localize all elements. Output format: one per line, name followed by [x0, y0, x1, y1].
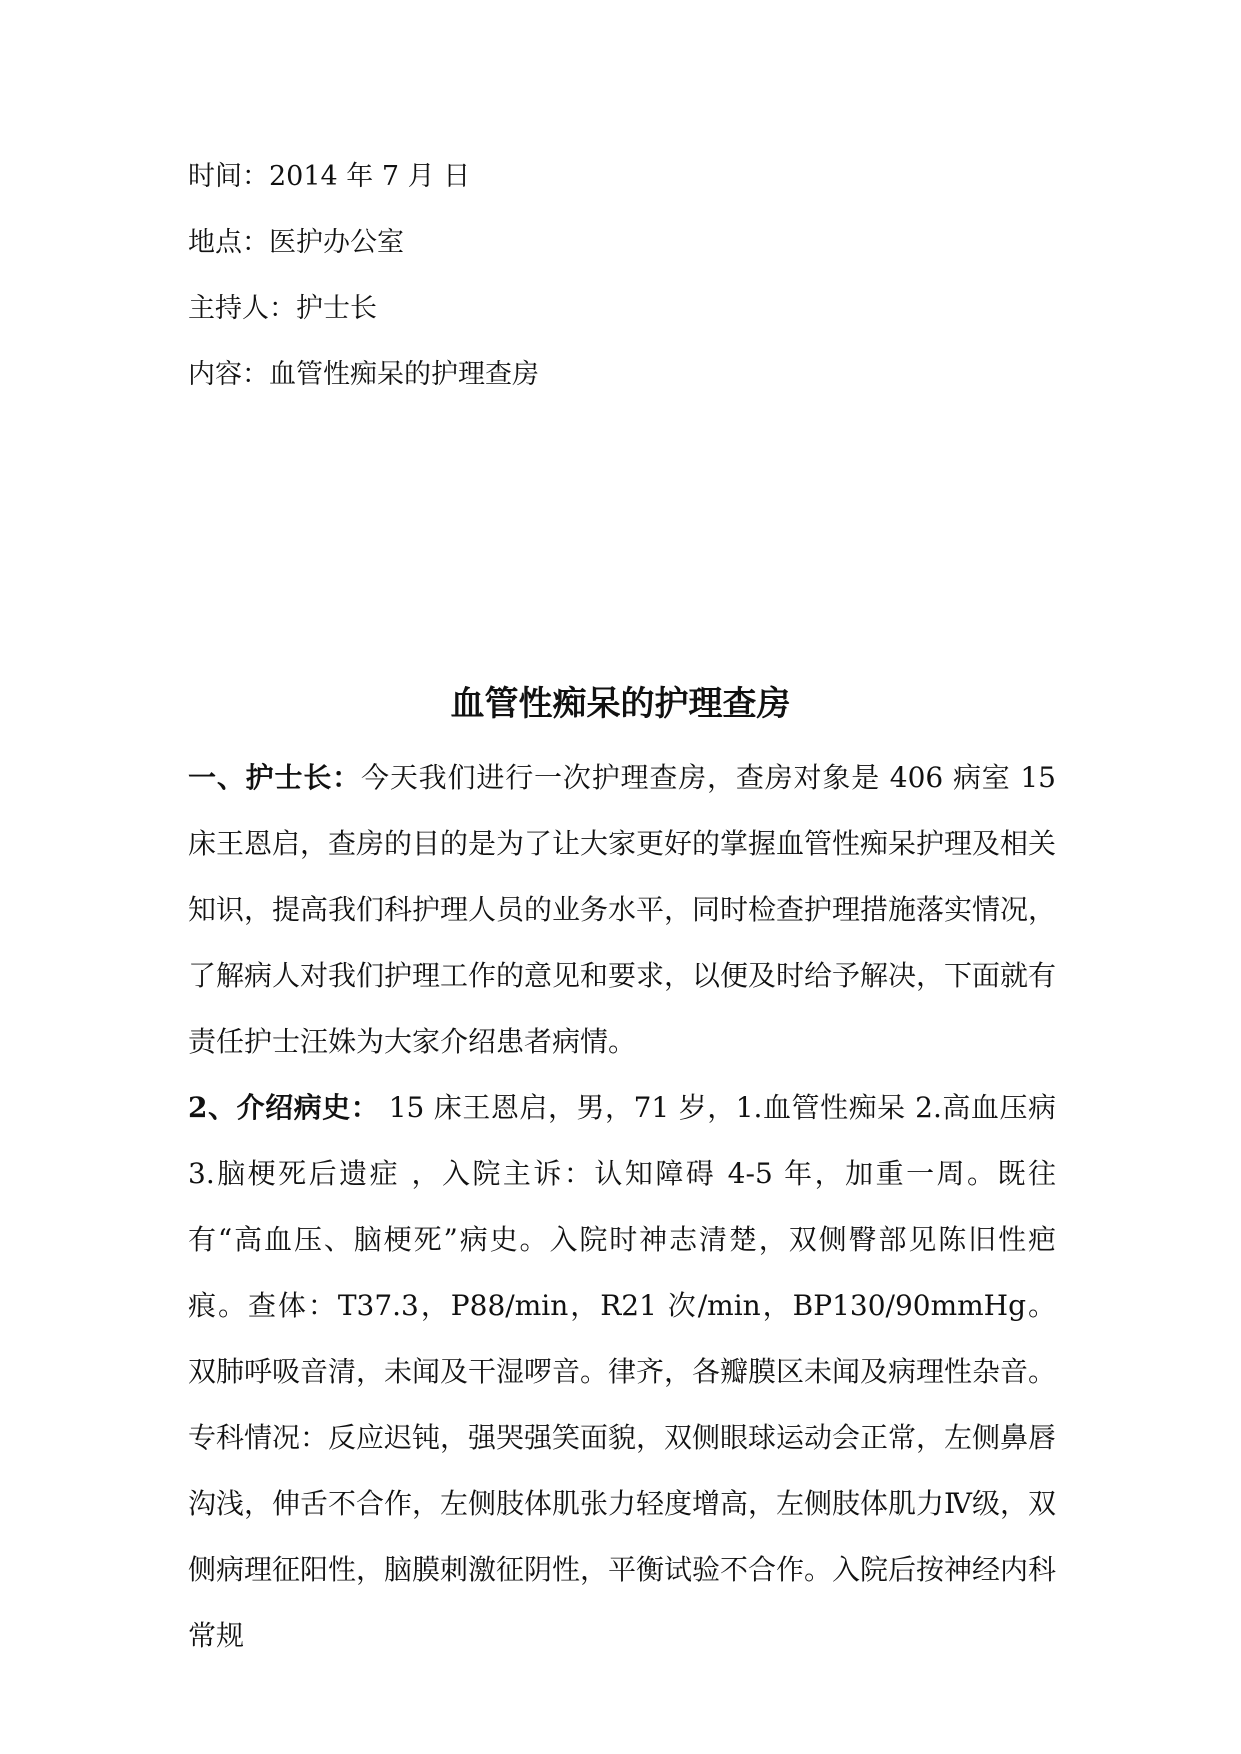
paragraph-head-nurse: [188, 745, 1056, 1075]
document-body: [188, 745, 1056, 1669]
paragraph-history: [188, 1075, 1056, 1669]
meeting-time: 时间：2014 年 7 月 日: [188, 161, 471, 192]
paragraph-heading: 2、介绍病史：: [188, 1091, 380, 1124]
document-title: 血管性痴呆的护理查房: [450, 684, 791, 724]
paragraph-text: 今天我们进行一次护理查房，查房对象是 406 病室 15 床王恩启，查房的目的是为了让大家更好的掌握血管性痴呆护理及相关知识，提高我们科护理人员的业务水平，同时检查护理措施落实情况，了解病人对我们护理工作的意见和要求，以便及时给予解决，下面就有责任护士汪姝为大家介绍患者病情。: [188, 761, 1057, 1058]
paragraph-heading: 一、护士长：: [188, 761, 362, 794]
meeting-host: 主持人：护士长: [188, 293, 377, 324]
meeting-place: 地点：医护办公室: [188, 227, 404, 258]
meeting-info: [188, 162, 1088, 426]
meeting-content: 内容：血管性痴呆的护理查房: [188, 359, 539, 390]
paragraph-text: 15 床王恩启，男，71 岁，1.血管性痴呆 2.高血压病 3.脑梗死后遗症 ，入院主诉：认知障碍 4-5 年，加重一周。既往有“高血压、脑梗死”病史。入院时神志清楚，双侧臀部见陈旧性疤痕。查体：T37.3，P88/min，R21 次/min，BP130/90mmHg。双肺呼吸音清，未闻及干湿啰音。律齐，各瓣膜区未闻及病理性杂音。专科情况：反应迟钝，强哭强笑面貌，双侧眼球运动会正常，左侧鼻唇沟浅，伸舌不合作，左侧肢体肌张力轻度增高，左侧肢体肌力Ⅳ级，双侧病理征阳性，脑膜刺激征阴性，平衡试验不合作。入院后按神经内科常规: [188, 1091, 1057, 1652]
